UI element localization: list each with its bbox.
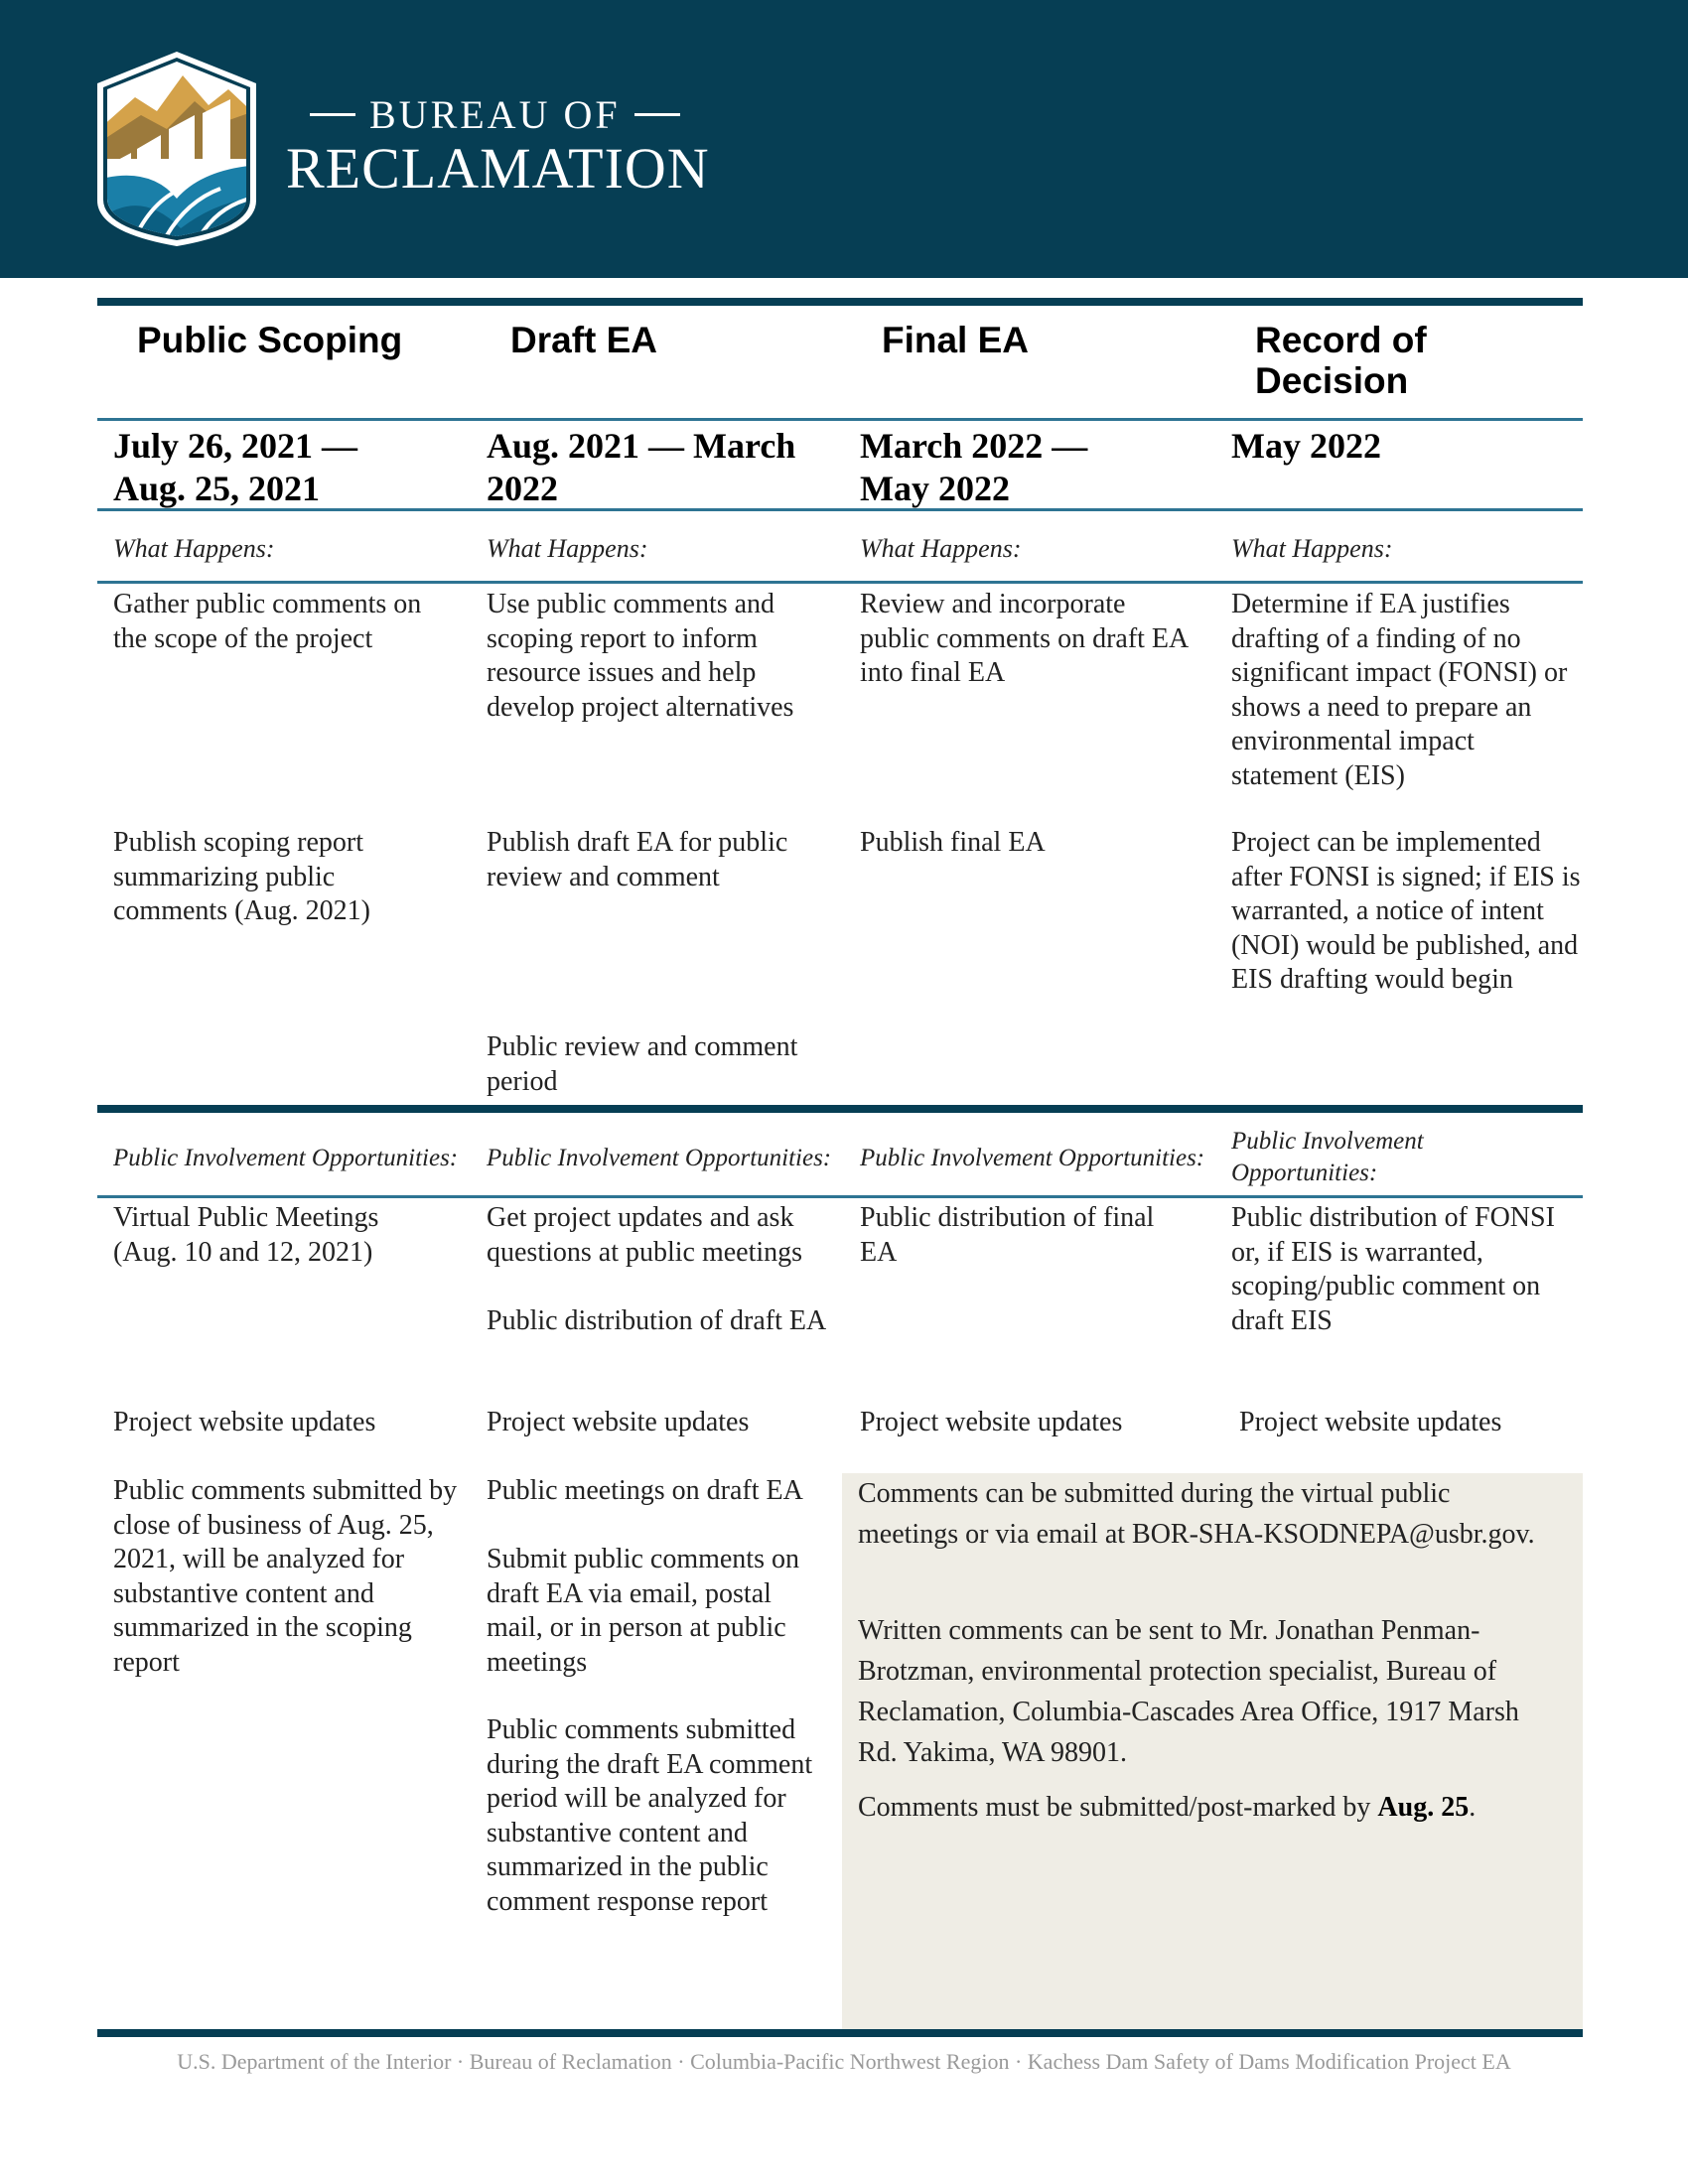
- what-item: Project can be implemented after FONSI is signed; if EIS is warranted, a notice of intent (NOI) would be published, and EIS drafting would begin: [1231, 827, 1581, 995]
- what-happens-label: What Happens:: [1231, 534, 1393, 563]
- header-banner: [0, 0, 1688, 278]
- agency-line1-text: BUREAU OF: [369, 92, 621, 137]
- phase-title-line2: Decision: [1255, 360, 1409, 401]
- opportunity-item: Public distribution of final EA: [860, 1202, 1155, 1268]
- what-happens-label: What Happens:: [860, 534, 1022, 563]
- date-final-ea: [860, 425, 1087, 510]
- date-line1: March 2022 —: [860, 426, 1088, 466]
- what-item: Publish scoping report summarizing public comments (Aug. 2021): [113, 827, 370, 926]
- opportunity-item: Project website updates: [1239, 1407, 1502, 1437]
- opportunities-label-line2: Opportunities:: [1231, 1160, 1378, 1186]
- opportunities-label: Public Involvement Opportunities:: [487, 1145, 832, 1171]
- agency-dash-left: [310, 113, 355, 116]
- date-line2: May 2022: [860, 469, 1010, 508]
- deadline-text: Comments must be submitted/post-marked by: [858, 1792, 1378, 1823]
- agency-dash-right: [634, 113, 680, 116]
- phase-title-final-ea: Final EA: [882, 320, 1030, 360]
- date-line1: Aug. 2021 — March: [487, 426, 796, 466]
- date-record-of-decision: [1231, 425, 1381, 468]
- what-label-divider: [97, 581, 1583, 584]
- opportunity-item: Project website updates: [860, 1407, 1123, 1437]
- what-happens-label: What Happens:: [113, 534, 275, 563]
- deadline-end: .: [1469, 1792, 1477, 1823]
- deadline-date: Aug. 25: [1377, 1792, 1470, 1823]
- what-item: Use public comments and scoping report to inform resource issues and help develop project alternatives: [487, 589, 794, 723]
- date-draft-ea: [487, 425, 795, 510]
- what-item: Publish draft EA for public review and comment: [487, 827, 788, 892]
- reclamation-shield-logo-icon: [91, 50, 262, 246]
- phase-title-record-of-decision: [1255, 320, 1427, 401]
- opp-label-divider: [97, 1195, 1583, 1198]
- date-line1: May 2022: [1231, 426, 1381, 466]
- opportunity-item: Public comments submitted by close of business of Aug. 25, 2021, will be analyzed for substantive content and summarized in the scoping report: [113, 1475, 458, 1678]
- date-line2: 2022: [487, 469, 558, 508]
- agency-name-top: [288, 91, 694, 138]
- table-bottom-rule: [97, 2029, 1583, 2037]
- phase-title-line1: Record of: [1255, 320, 1427, 360]
- header-divider: [97, 418, 1583, 421]
- opportunity-item: Public comments submitted during the draft EA comment period will be analyzed for substantive content and summarized in the public comment response report: [487, 1714, 813, 1917]
- phase-title-scoping: Public Scoping: [137, 320, 403, 360]
- page-footer: U.S. Department of the Interior · Bureau of Reclamation · Columbia-Pacific Northwest Region · Kachess Dam Safety of Dams Modification Project EA: [177, 2049, 1511, 2074]
- opportunity-item: Get project updates and ask questions at public meetings: [487, 1202, 803, 1268]
- opportunity-item: Public distribution of FONSI or, if EIS is warranted, scoping/public comment on draft EIS: [1231, 1202, 1555, 1336]
- phase-title-draft-ea: Draft EA: [510, 320, 658, 360]
- date-line2: Aug. 25, 2021: [113, 469, 321, 508]
- comment-box-para-email: Comments can be submitted during the virtual public meetings or via email at BOR-SHA-KSODNEPA@usbr.gov.: [858, 1478, 1535, 1550]
- what-item: Review and incorporate public comments on draft EA into final EA: [860, 589, 1188, 688]
- opportunity-item: Public meetings on draft EA: [487, 1475, 803, 1506]
- opportunities-label: Public Involvement Opportunities:: [113, 1145, 459, 1171]
- opportunity-item: Submit public comments on draft EA via email, postal mail, or in person at public meetings: [487, 1544, 799, 1678]
- section-divider: [97, 1105, 1583, 1113]
- opportunities-label: Public Involvement Opportunities:: [860, 1145, 1205, 1171]
- opportunity-item: Project website updates: [487, 1407, 750, 1437]
- date-scoping: [113, 425, 357, 510]
- what-item: Public review and comment period: [487, 1031, 798, 1097]
- what-item: Gather public comments on the scope of the project: [113, 589, 422, 654]
- date-line1: July 26, 2021 —: [113, 426, 358, 466]
- table-top-rule: [97, 298, 1583, 306]
- opportunities-label: [1231, 1126, 1424, 1189]
- comment-box-para-mail: Written comments can be sent to Mr. Jonathan Penman-Brotzman, environmental protection specialist, Bureau of Reclamation, Columbia-Cascades Area Office, 1917 Marsh Rd. Yakima, WA 98901.: [858, 1615, 1519, 1768]
- what-happens-label: What Happens:: [487, 534, 648, 563]
- comment-submission-box: [842, 1473, 1583, 2029]
- opportunities-label-line1: Public Involvement: [1231, 1128, 1424, 1155]
- agency-name-main: RECLAMATION: [286, 136, 710, 201]
- opportunity-item: Virtual Public Meetings (Aug. 10 and 12, 2021): [113, 1202, 379, 1268]
- what-item: Publish final EA: [860, 827, 1046, 858]
- comment-box-para-deadline: [858, 1787, 1553, 1828]
- what-item: Determine if EA justifies drafting of a finding of no significant impact (FONSI) or shows a need to prepare an environmental impact statement (EIS): [1231, 589, 1568, 791]
- opportunity-item: Public distribution of draft EA: [487, 1305, 827, 1336]
- opportunity-item: Project website updates: [113, 1407, 376, 1437]
